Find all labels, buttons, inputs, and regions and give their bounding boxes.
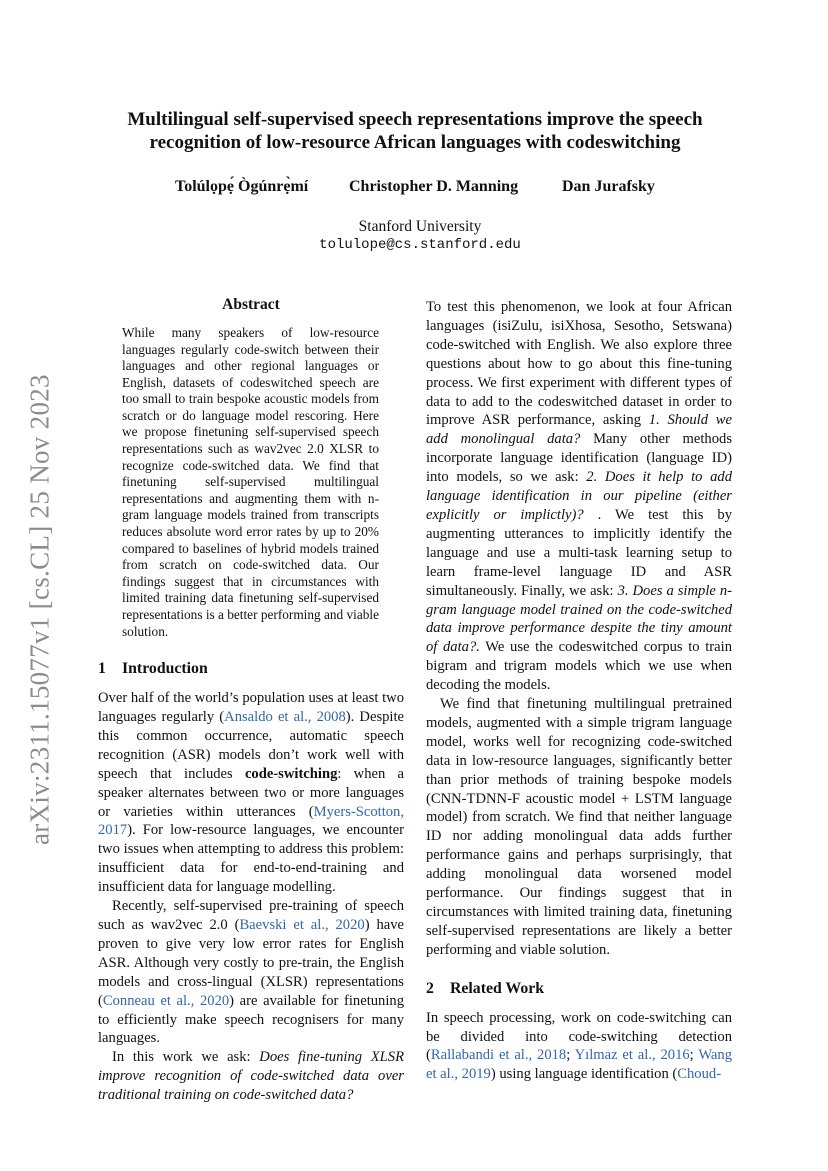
citation-link[interactable]: Yılmaz et al., 2016: [574, 1047, 690, 1064]
section-title: Related Work: [450, 979, 545, 997]
paper-title: Multilingual self-supervised speech representations improve the speech recognition of low-resource African languages with codeswitching: [127, 109, 703, 153]
intro-paragraph-3-start: In this work we ask: Does fine-tuning XLSR improve recognition of code-switched data over traditional training on code-switched data?: [98, 1049, 404, 1104]
intro-paragraph-3-cont: To test this phenomenon, we look at four African languages (isiZulu, isiXhosa, Sesotho, Setswana) code-switched with English. We also explore three questions about how to go about this fine-tuning process. We first experiment with different types of data to add to the codeswitched dataset in order to improve ASR performance, asking 1. Should we add monolingual data? Many other methods incorporate language identification (language ID) into models, so we ask: 2. Does it help to add language identification in our pipeline (either explicitly or implictly)? . We test this by augmenting utterances to implicitly identify the language and use a multi-task learning setup to learn frame-level language ID and ASR simultaneously. Finally, we ask: 3. Does a simple n-gram language model trained on the code-switched data improve performance despite the tiny amount of data?. We use the codeswitched corpus to train bigram and trigram models which we use when decoding the models.: [426, 299, 733, 694]
author-email[interactable]: tolulope@cs.stanford.edu: [319, 237, 521, 253]
section-heading-introduction: [98, 660, 404, 679]
related-paragraph-1: In speech processing, work on code-switching can be divided into code-switching detection (Rallabandi et al., 2018; Yılmaz et al., 2016; Wang et al., 2019) using language identification (Choud-: [426, 1009, 733, 1083]
author-3: Dan Jurafsky: [562, 178, 655, 195]
citation-link[interactable]: Rallabandi et al., 2018: [430, 1047, 567, 1064]
citation-link[interactable]: Ansaldo et al., 2008: [224, 709, 346, 725]
section-heading-related-work: [426, 980, 732, 999]
bold-term: code-switching: [244, 765, 338, 782]
arxiv-identifier: arXiv:2311.15077v1 [cs.CL] 25 Nov 2023: [24, 374, 55, 846]
intro-paragraph-1: Over half of the world’s population uses at least two languages regularly (Ansaldo et al., 2008). Despite this common occurrence, automatic speech recognition (ASR) models don’t work well with speech that includes code-switching: when a speaker alternates between two or more languages or varieties within utterances (Myers-Scotton, 2017). For low-resource languages, we encounter two issues when attempting to address this problem: insufficient data for end-to-end-training and insufficient data for language modelling.: [98, 690, 405, 896]
intro-paragraph-4: We find that finetuning multilingual pretrained models, augmented with a simple trigram language model, works well for recognizing code-switched data in low-resource languages, significantly better than prior methods of training bespoke models (CNN-TDNN-F acoustic model + LSTM language model) from scratch. We find that neither language ID nor adding monolingual data adds further performance gains and perhaps surprisingly, that adding monolingual data worsened model performance. Our findings suggest that in circumstances with limited training data, finetuning self-supervised representations are likely a better performing and viable solution.: [426, 696, 732, 958]
research-question: Does fine-tuning XLSR improve recognition of code-switched data over traditional training on code-switched data?: [98, 1049, 404, 1104]
abstract-heading: Abstract: [222, 296, 280, 313]
section-number: 1: [98, 660, 106, 678]
intro-paragraph-2: Recently, self-supervised pre-training of speech such as wav2vec 2.0 (Baevski et al., 2020) have proven to give very low error rates for English ASR. Although very costly to pre-train, the English models and cross-lingual (XLSR) representations (Conneau et al., 2020) are available for finetuning to efficiently make speech recognisers for many languages.: [98, 898, 405, 1047]
abstract-text: While many speakers of low-resource languages regularly code-switch between their languages and other regional languages or English, datasets of codeswitched speech are too small to train bespoke acoustic models from scratch or do language model rescoring. Here we propose finetuning self-supervised speech representations such as wav2vec 2.0 XLSR to recognize code-switched data. We find that finetuning self-supervised multilingual representations and augmenting them with n-gram language models trained from transcripts reduces absolute word error rates by up to 20% compared to baselines of hybrid models trained from scratch on code-switched data. Our findings suggest that in circumstances with limited training data finetuning self-supervised representations is a better performing and viable solution.: [122, 324, 379, 639]
affiliation: Stanford University: [358, 218, 482, 235]
author-2: Christopher D. Manning: [349, 178, 519, 195]
citation-link[interactable]: Wang et al., 2019: [426, 1047, 733, 1083]
author-1: Tolúlọpẹ́ Ògúnrẹ̀mí: [175, 178, 309, 195]
citation-link[interactable]: Baevski et al., 2020: [239, 916, 365, 933]
citation-link[interactable]: Choud-: [677, 1066, 722, 1083]
citation-link[interactable]: Conneau et al., 2020: [102, 992, 230, 1009]
section-number: 2: [426, 979, 434, 997]
affiliation-block: [100, 217, 740, 255]
citation-link[interactable]: Myers-Scotton, 2017: [98, 803, 404, 839]
right-column: [426, 298, 732, 1084]
left-column: [98, 296, 404, 1105]
section-title: Introduction: [122, 660, 208, 678]
author-list: [100, 178, 740, 200]
